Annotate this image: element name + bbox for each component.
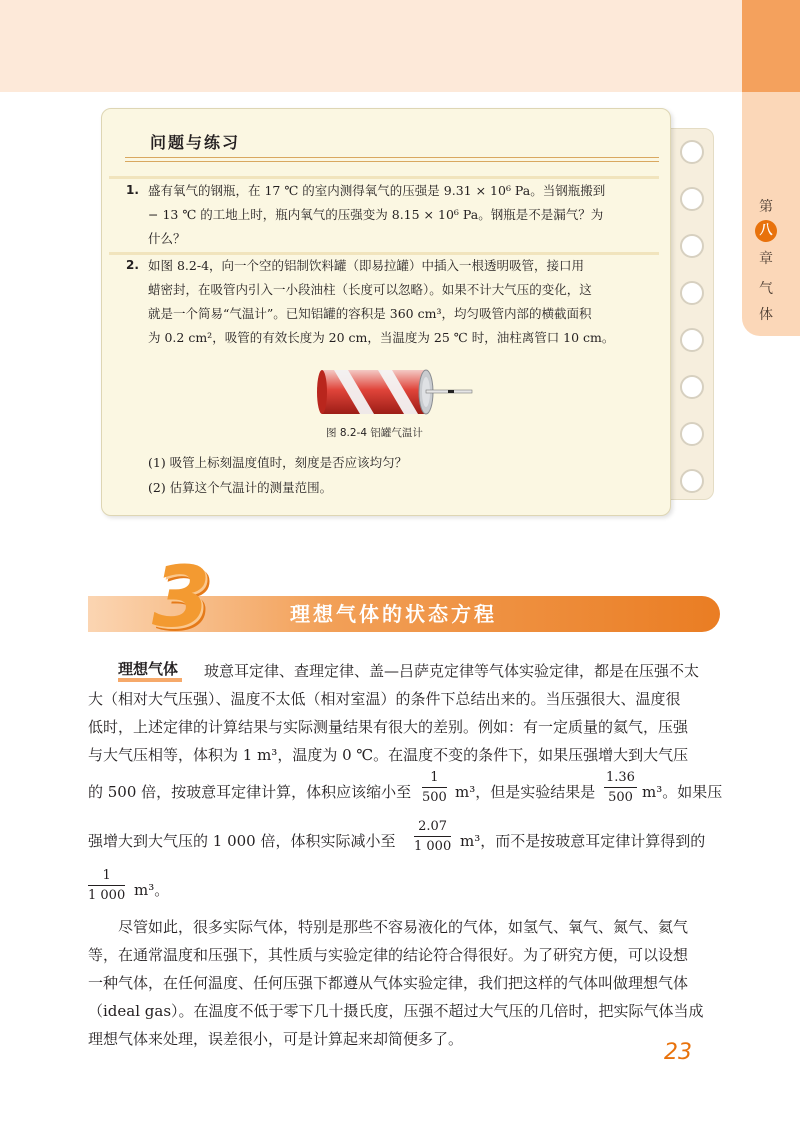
title-rule	[125, 161, 659, 162]
body-text: 理想气体来处理，误差很小，可是计算起来却简便多了。	[88, 1030, 464, 1048]
chapter-tab-char: 体	[759, 307, 773, 323]
body-text: m³，但是实验结果是	[455, 783, 596, 801]
body-text: 低时，上述定律的计算结果与实际测量结果有很大的差别。例如：有一定质量的氦气，压强	[88, 718, 689, 736]
section-number: 3	[152, 548, 211, 646]
fraction-denominator: 1 000	[414, 839, 452, 854]
body-text: m³。如果压	[642, 783, 723, 801]
body-text: 一种气体，在任何温度、任何压强下都遵从气体实验定律，我们把这样的气体叫做理想气体	[88, 974, 689, 992]
question-text: 就是一个简易“气温计”。已知铝罐的容积是 360 cm³，均匀吸管内部的横截面积	[148, 306, 592, 321]
question-number: 2.	[126, 258, 139, 272]
fraction	[414, 819, 451, 854]
chapter-tab-char: 气	[759, 281, 773, 297]
question-text: 盛有氧气的钢瓶，在 17 ℃ 的室内测得氧气的压强是 9.31 × 10⁶ Pa。当钢瓶搬到	[148, 183, 606, 198]
binder-ring-icon	[680, 375, 704, 399]
binder-ring-icon	[680, 469, 704, 493]
question-text: 如图 8.2-4，向一个空的铝制饮料罐（即易拉罐）中插入一根透明吸管，接口用	[148, 258, 585, 273]
term-label: 理想气体	[118, 660, 182, 682]
question-text: 蜡密封，在吸管内引入一小段油柱（长度可以忽略）。如果不计大气压的变化，这	[148, 282, 592, 297]
exercise-title: 问题与练习	[150, 133, 241, 152]
question-text: 什么？	[148, 231, 186, 246]
binder-ring-icon	[680, 234, 704, 258]
binder-ring-icon	[680, 187, 704, 211]
fraction-denominator: 500	[608, 790, 633, 805]
fraction-numerator: 1.36	[604, 770, 637, 788]
fraction-denominator: 1 000	[88, 888, 126, 903]
fraction	[422, 770, 447, 805]
fraction-denominator: 500	[422, 790, 447, 805]
question-number: 1.	[126, 183, 139, 197]
fraction	[604, 770, 637, 805]
binder-ring-icon	[680, 281, 704, 305]
question-text: − 13 ℃ 的工地上时，瓶内氧气的压强变为 8.15 × 10⁶ Pa。钢瓶是不是漏气？为	[148, 207, 604, 222]
sub-question: (2) 估算这个气温计的测量范围。	[148, 480, 333, 495]
title-rule	[125, 157, 659, 158]
chapter-number-badge: 八	[755, 220, 777, 242]
body-text: m³。	[134, 881, 170, 899]
aluminum-can-thermometer-illustration	[316, 366, 476, 418]
binder-ring-icon	[680, 422, 704, 446]
body-text: 尽管如此，很多实际气体，特别是那些不容易液化的气体，如氢气、氧气、氮气、氦气	[118, 918, 689, 936]
body-text: m³，而不是按玻意耳定律计算得到的	[460, 832, 706, 850]
chapter-tab-top	[742, 0, 800, 92]
page-number: 23	[664, 1040, 692, 1065]
body-text: 大（相对大气压强）、温度不太低（相对室温）的条件下总结出来的。当压强很大、温度很	[88, 690, 681, 708]
fraction-numerator: 1	[88, 868, 125, 886]
body-text: 的 500 倍，按玻意耳定律计算，体积应该缩小至	[88, 783, 412, 801]
fraction-numerator: 2.07	[414, 819, 451, 837]
body-text: 玻意耳定律、查理定律、盖—吕萨克定律等气体实验定律，都是在压强不太	[204, 662, 700, 680]
chapter-tab-char: 章	[759, 251, 773, 267]
fraction-numerator: 1	[422, 770, 447, 788]
fraction	[88, 868, 125, 903]
binder-ring-icon	[680, 328, 704, 352]
sub-question: (1) 吸管上标刻温度值时，刻度是否应该均匀？	[148, 455, 408, 470]
chapter-tab	[742, 92, 800, 336]
question-text: 为 0.2 cm²，吸管的有效长度为 20 cm，当温度为 25 ℃ 时，油柱离管口 10 cm。	[148, 330, 615, 345]
section-title: 理想气体的状态方程	[290, 602, 497, 626]
body-text: 与大气压相等，体积为 1 m³，温度为 0 ℃。在温度不变的条件下，如果压强增大到大气压	[88, 746, 689, 764]
header-band	[0, 0, 742, 92]
body-text: 等，在通常温度和压强下，其性质与实验定律的结论符合得很好。为了研究方便，可以设想	[88, 946, 689, 964]
question-band	[109, 176, 659, 179]
question-band	[109, 252, 659, 255]
figure-caption: 图 8.2-4 铝罐气温计	[326, 427, 423, 439]
body-text: 强增大到大气压的 1 000 倍，体积实际减小至	[88, 832, 396, 850]
body-text: （ideal gas）。在温度不低于零下几十摄氏度，压强不超过大气压的几倍时，把实际气体当成	[88, 1002, 704, 1020]
binder-ring-icon	[680, 140, 704, 164]
chapter-tab-char: 第	[759, 199, 773, 215]
